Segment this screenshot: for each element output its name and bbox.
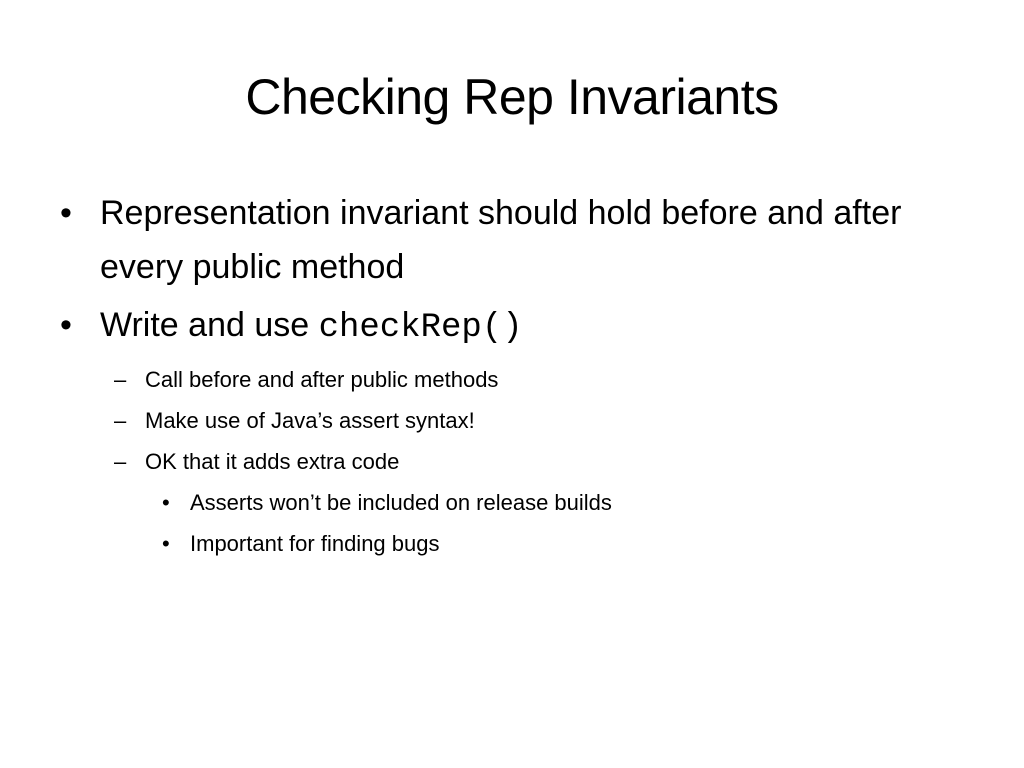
bullet-text: Write and use [100, 306, 319, 344]
bullet-item [58, 298, 958, 355]
bullet-text: Representation invariant should hold before and after every public method [100, 194, 902, 286]
dash-marker: – [114, 367, 127, 392]
bullet-marker: • [162, 490, 170, 515]
sub-bullet-text: OK that it adds extra code [145, 449, 400, 474]
sub-bullet-text: Call before and after public methods [145, 367, 499, 392]
sub-sub-bullet-text: Asserts won’t be included on release builds [190, 490, 612, 515]
bullet-marker: • [162, 531, 170, 556]
sub-bullet-item [58, 441, 958, 482]
slide-body [58, 186, 958, 564]
sub-sub-bullet-item [58, 482, 958, 523]
code-text: checkRep() [318, 309, 523, 347]
bullet-marker: • [60, 194, 72, 232]
sub-sub-bullet-text: Important for finding bugs [190, 531, 440, 556]
slide-title: Checking Rep Invariants [245, 69, 779, 125]
sub-bullet-item [58, 359, 958, 400]
sub-bullet-item [58, 400, 958, 441]
bullet-item [58, 186, 958, 294]
sub-sub-bullet-item [58, 523, 958, 564]
dash-marker: – [114, 408, 127, 433]
bullet-marker: • [60, 306, 72, 344]
sub-bullet-text: Make use of Java’s assert syntax! [145, 408, 475, 433]
dash-marker: – [114, 449, 127, 474]
